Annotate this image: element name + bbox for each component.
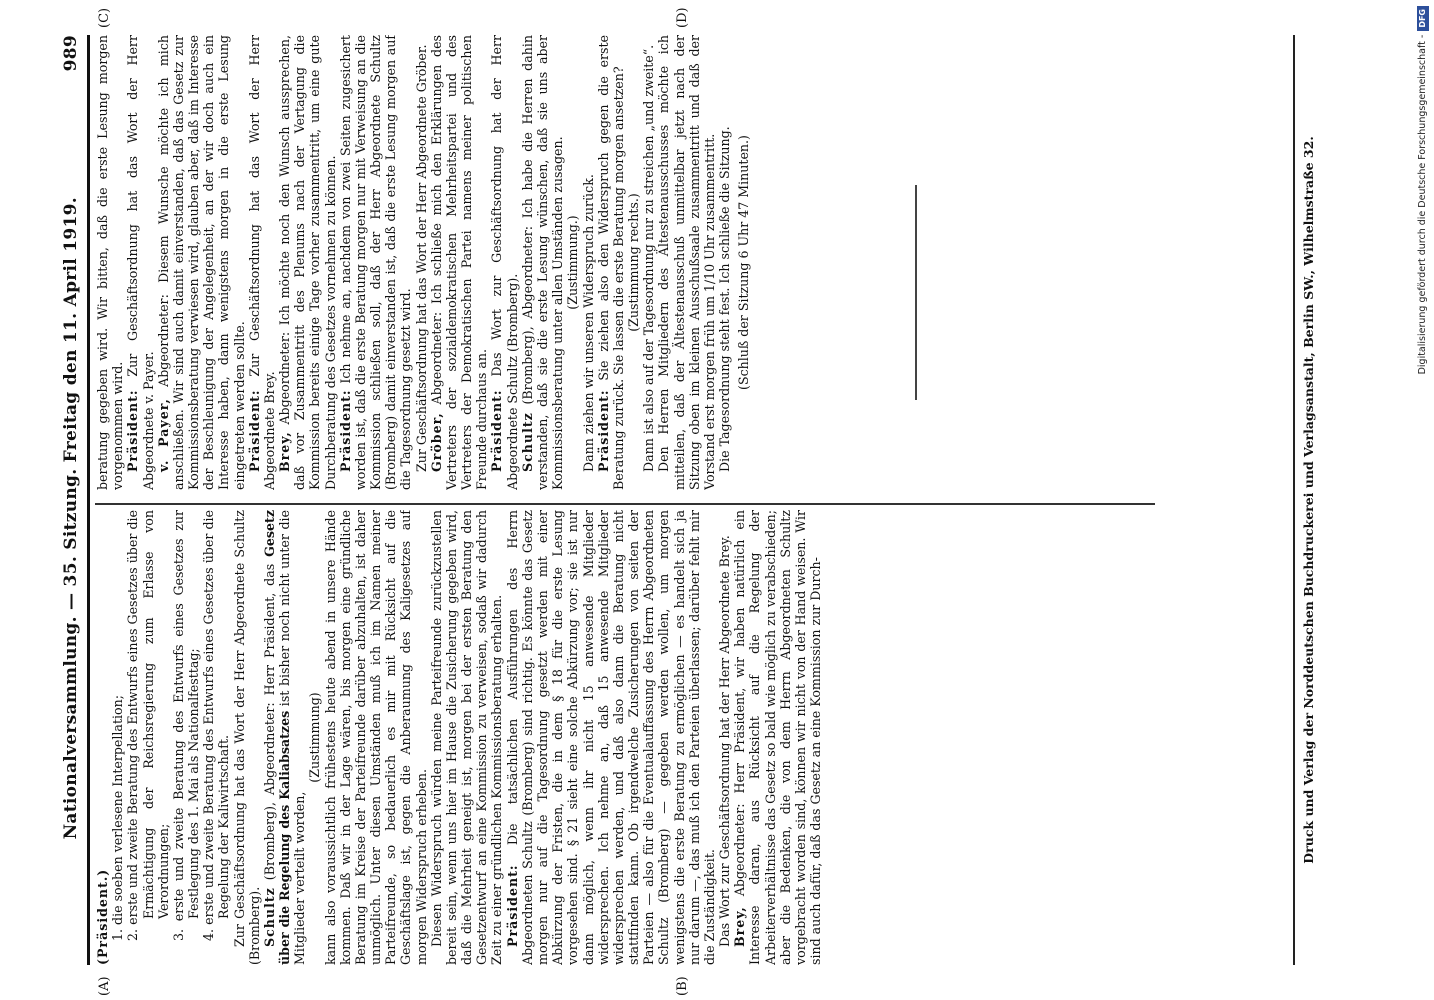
speech-text: (Bromberg), Abgeordneter: Herr Präsident, das (261, 563, 277, 881)
section-rule (915, 185, 917, 400)
page-header (43, 35, 81, 965)
speech-paragraph (732, 510, 823, 965)
speech-text: Das Wort zur Geschäftsordnung hat der Herr Abgeordnete Schultz (Bromberg). (489, 35, 520, 490)
agenda-item-2: 2. erste und zweite Beratung des Entwurfs eines Gesetzes über die Ermächtigung der Reichsregierung zum Erlasse von Verordnungen; (125, 510, 171, 941)
speaker-name: Gröber, (428, 412, 444, 472)
interjection: (Zustimmung rechts.) (626, 193, 642, 332)
footer-rule (1293, 35, 1295, 965)
speech-text: Abgeordneter: Diesem Wunsche möchte ich mich anschließen. Wir sind auch damit einverstanden, daß das Gesetz zur Kommissionsberatung verwiesen wird, glauben aber, daß im Interesse der Beschleunigung der Angelegenheit, an der wir doch auch ein Interesse haben, dann wenigstens morgen in die erste Lesung eingetreten werden sollte. (155, 35, 247, 490)
speech-paragraph (125, 35, 155, 490)
agenda-item-3: 3. erste und zweite Beratung des Entwurfs eines Gesetzes zur Festlegung des 1. Mai als Nationalfesttag; (170, 510, 202, 941)
speaker-name: Präsident: (246, 389, 262, 472)
speech-text: Zur Geschäftsordnung hat das Wort der Herr Abgeordnete v. Payer. (125, 35, 156, 490)
paragraph: Zur Geschäftsordnung hat das Wort der Herr Abgeordnete Schultz (Bromberg). (231, 510, 262, 965)
margin-marker-a: (A) (97, 976, 112, 996)
document-page (35, 0, 1335, 1000)
speaker-name: Präsident: (489, 389, 505, 472)
speech-text: Die tatsächlichen Ausführungen des Herrn Abgeordneten Schultz (Bromberg) sind richtig. Es könnte das Gesetz morgen nur auf die Tagesordnung gesetzt werden mit einer Abkürzung der Fristen, die in dem § 18 für die erste Lesung vorgesehen sind. § 21 sieht eine solche Abkürzung vor; sie ist nur dann möglich, wenn ihr nicht 15 anwesende Mitglieder widersprechen. Ich nehme an, daß 15 anwesende Mitglieder widersprechen werden, und daß also dann die Beratung nicht stattfinden kann. Ob irgendwelche Zusicherungen von seiten der Parteien — also für die Eventualauffassung des Herrn Abgeordneten Schultz (Bromberg) — gegeben werden wollen, um morgen wenigstens die erste Beratung zu ermöglichen — es handelt sich ja nur darum —, das muß ich den Parteien überlassen; darüber fehlt mir die Zuständigkeit. (504, 510, 717, 965)
speech-paragraph (505, 510, 717, 965)
page-number: 989 (61, 35, 81, 72)
speech-paragraph (520, 35, 566, 490)
speech-paragraph (596, 35, 626, 490)
paragraph: Dann ist also auf der Tagesordnung nur zu streichen „und zweite“. (641, 44, 657, 472)
speech-text: Sie ziehen also den Widerspruch gegen die erste Beratung zurück. Sie lassen die erste Beratung morgen ansetzen? (595, 35, 626, 490)
speaker-label: (Präsident.) (95, 868, 110, 965)
speech-paragraph (489, 35, 519, 490)
speech-paragraph (247, 35, 277, 490)
speaker-name: Brey, (277, 431, 293, 472)
paragraph: kann also voraussichtlich frühestens heute abend in unsere Hände kommen. Daß wir in der Lage wären, bis morgen eine gründliche Beratung im Kreise der Parteifreunde darüber abzuhalten, ist daher unmöglich. Unter diesen Umständen muß ich im Namen meiner Parteifreunde, so bedauerlich es mir mit Rücksicht auf die Geschäftslage ist, gegen die Anberaumung des Kaligesetzes auf morgen Widerspruch erheben. (322, 510, 429, 965)
speech-text: ist bisher noch nicht unter die Mitglieder verteilt worden, (277, 510, 308, 965)
speaker-name: Präsident: (595, 389, 611, 472)
speech-paragraph (277, 35, 338, 490)
speech-text: Abgeordneter: Ich möchte noch den Wunsch aussprechen, daß vor Zusammentritt des Plenums nach der Vertagung die Kommission bereits einige Tage vorher zusammentritt, um eine gute Durchberatung des Gesetzes vornehmen zu können. (277, 35, 338, 490)
speech-text: Abgeordneter: Ich schließe mich den Erklärungen des Vertreters der sozialdemokratischen Mehrheitspartei und des Vertreters der Demokratischen Partei namens meiner politischen Freunde durchaus an. (428, 35, 490, 490)
publisher-imprint: Druck und Verlag der Norddeutschen Buchdruckerei und Verlagsanstalt, Berlin SW., Wilhelmstraße 32. (1301, 136, 1316, 864)
interjection: (Zustimmung) (307, 692, 323, 783)
paragraph: Das Wort zur Geschäftsordnung hat der Herr Abgeordnete Brey. (717, 535, 733, 947)
paragraph: Dann ziehen wir unseren Widerspruch zurück. (580, 174, 596, 472)
session-end-note: (Schluß der Sitzung 6 Uhr 47 Minuten.) (736, 135, 752, 390)
paragraph: beratung gegeben wird. Wir bitten, daß die erste Lesung morgen vorgenommen wird. (95, 35, 126, 490)
speech-text: Abgeordneter: Herr Präsident, wir haben natürlich ein Interesse daran, aus Rücksicht auf die Regelung der Arbeiterverhältnisse das Gesetz so bald wie möglich zu verabschieden; aber die Bedenken, die von dem Herrn Abgeordneten Schultz vorgebracht worden sind, können wir nicht von der Hand weisen. Wir sind auch dafür, daß das Gesetz an eine Kommission zur Durch- (732, 510, 824, 965)
speaker-name: Brey, (732, 906, 748, 947)
speaker-name: Präsident: (504, 864, 520, 947)
column-divider (95, 504, 1155, 506)
paragraph: Den Herren Mitgliedern des Ältestenausschusses möchte ich mitteilen, daß der Ältestenausschuß unmittelbar jetzt nach der Sitzung oben im kleinen Ausschußsaale zusammentritt und daß der Vorstand erst morgen früh um 1/10 Uhr zusammentritt. (656, 35, 717, 490)
paragraph: Zur Geschäftsordnung hat das Wort der Herr Abgeordnete Gröber. (413, 44, 429, 472)
speech-paragraph (262, 510, 308, 965)
right-column (95, 35, 1270, 490)
agenda-item-1: 1. die soeben verlesene Interpellation; (110, 695, 126, 941)
speaker-name: Präsident: (337, 389, 353, 472)
header-rule (87, 35, 90, 965)
margin-marker-d: (D) (675, 7, 690, 28)
paragraph: Diesen Widerspruch würden meine Parteifreunde zurückzustellen bereit sein, wenn uns hier im Hause die Zusicherung gegeben wird, daß die Mehrheit geneigt ist, morgen bei der ersten Beratung den Gesetzentwurf an eine Kommission zu verweisen, sodaß wir dadurch Zeit zu einer gründlichen Kommissionsberatung erhalten. (428, 510, 505, 965)
speech-text: (Bromberg), Abgeordneter: Ich habe die Herren dahin verstanden, daß sie die erste Lesung wünschen, daß sie uns aber Kommissionsberatung unter allen Umständen zusagen. (519, 35, 566, 490)
speaker-name: Präsident: (125, 389, 141, 472)
speech-paragraph (156, 35, 247, 490)
running-title: Nationalversammlung. — 35. Sitzung. Freitag den 11. April 1919. (61, 197, 81, 840)
speaker-name: v. Payer, (155, 398, 171, 472)
digitization-credit-text (1414, 6, 1432, 996)
left-column (95, 510, 1270, 965)
margin-marker-b: (B) (675, 976, 690, 996)
speech-paragraph (429, 35, 490, 490)
speaker-name: Schultz (519, 412, 535, 472)
interjection: (Zustimmung.) (565, 215, 581, 310)
digitization-credit (1414, 6, 1432, 996)
speech-text: Ich nehme an, nachdem von zwei Seiten zugesichert worden ist, daß die erste Beratung morgen nur mit Verweisung an die Kommission schließen soll, daß der Herr Abgeordnete Schultz (Bromberg) damit einverstanden ist, daß die erste Lesung morgen auf die Tagesordnung gesetzt wird. (337, 35, 414, 490)
speech-paragraph (338, 35, 414, 490)
speech-text: Zur Geschäftsordnung hat das Wort der Herr Abgeordnete Brey. (246, 35, 277, 490)
bill-title: Gesetz über die Regelung des Kaliabsatzes (261, 510, 293, 965)
paragraph: Die Tagesordnung steht fest. Ich schließe die Sitzung. (717, 126, 733, 472)
dfg-logo-icon: DFG (1417, 6, 1429, 31)
speaker-name: Schultz (261, 887, 277, 947)
margin-marker-c: (C) (97, 7, 112, 28)
agenda-item-4: 4. erste und zweite Beratung des Entwurfs eines Gesetzes über die Regelung der Kaliwirtschaft. (201, 510, 232, 941)
credit-text: Digitalisierung gefördert durch die Deutsche Forschungsgemeinschaft - (1417, 34, 1428, 375)
